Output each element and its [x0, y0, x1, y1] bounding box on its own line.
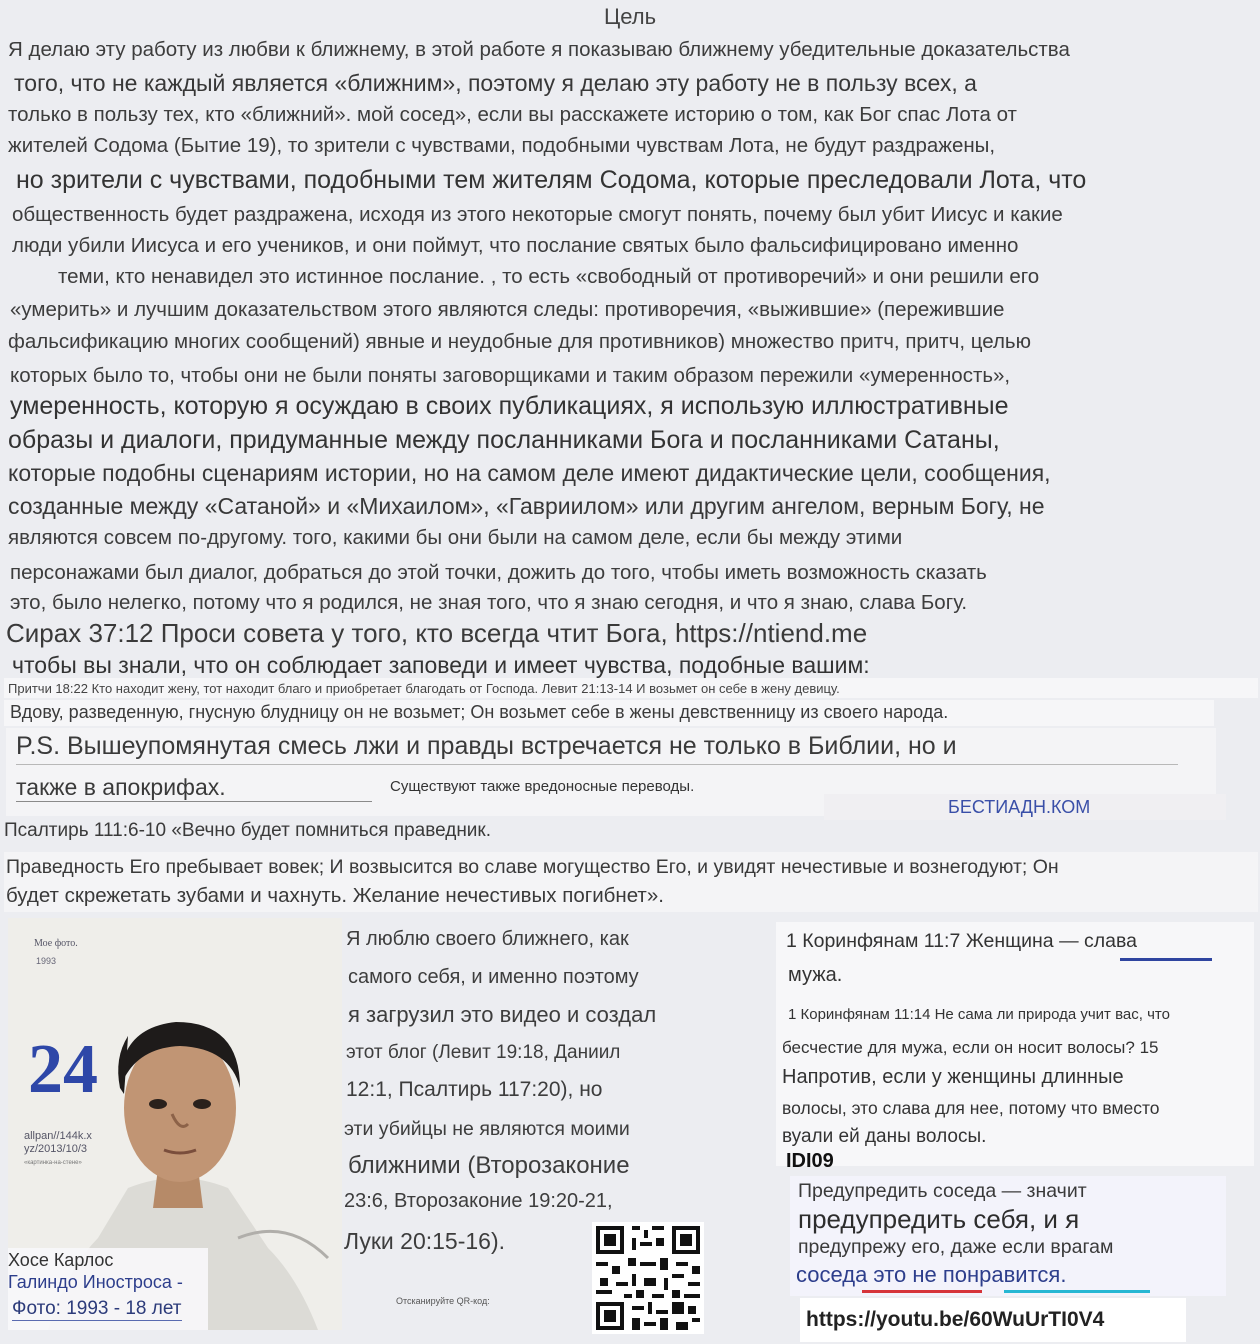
photo-caption: Мое фото.	[34, 938, 78, 949]
photo-number: 24	[28, 1031, 98, 1108]
portrait-photo	[8, 918, 342, 1330]
psalm-line: Праведность Его пребывает вовек; И возвысится во славе могущество Его, и увидят нечестивые и вознегодуют; Он	[6, 856, 1059, 878]
youtube-link[interactable]: https://youtu.be/60WuUrTI0V4	[806, 1308, 1105, 1331]
paragraph-line: теми, кто ненавидел это истинное послание. , то есть «свободный от противоречий» и они решили его	[58, 265, 1040, 288]
ps-note-line2: также в апокрифах.	[16, 774, 372, 802]
corinthians-14-verse: 1 Коринфянам 11:14 Не сама ли природа учит вас, что	[788, 1006, 1170, 1023]
code-label: IDI09	[786, 1150, 834, 1172]
person-name: Хосе Карлос	[8, 1250, 114, 1270]
sirach-quote-continued: чтобы вы знали, что он соблюдает заповеди и имеет чувства, подобные вашим:	[12, 652, 870, 678]
ps-note-line1: P.S. Вышеупомянутая смесь лжи и правды встречается не только в Библии, но и	[16, 732, 957, 760]
paragraph-line: только в пользу тех, кто «ближний». мой сосед», если вы расскажете историю о том, как Бог спас Лота от	[8, 103, 1017, 126]
paragraph-line: созданные между «Сатаной» и «Михаилом», «Гавриилом» или другим ангелом, верным Богу, не	[8, 493, 1045, 519]
cyan-underline	[1004, 1290, 1150, 1293]
corinthians-14-verse: Напротив, если у женщины длинные	[782, 1066, 1124, 1088]
neighbor-line: 12:1, Псалтирь 117:20), но	[346, 1078, 603, 1101]
photo-url-note: «картинка-на-стене»	[24, 1160, 82, 1166]
paragraph-line: которые подобны сценариям истории, но на самом деле имеют дидактические цели, сообщения,	[8, 460, 1051, 486]
paragraph-line: люди убили Иисуса и его учеников, и они поймут, что послание святых было фальсифицировано именно	[12, 234, 1019, 257]
warning-line: соседа это не понравится.	[796, 1262, 1067, 1287]
photo-url: allpan//144k.x yz/2013/10/3	[24, 1130, 92, 1155]
corinthians-verse: 1 Коринфянам 11:7 Женщина — слава	[786, 930, 1137, 952]
corinthians-verse: мужа.	[788, 964, 843, 986]
corinthians-14-verse: вуали ей даны волосы.	[782, 1126, 987, 1147]
warning-line: предупредить себя, и я	[798, 1204, 1080, 1234]
neighbor-line: ближними (Второзаконие	[348, 1152, 630, 1179]
paragraph-line: которых было то, чтобы они не были поняты заговорщиками и таким образом пережили «умеренность»,	[10, 364, 1011, 387]
paragraph-line: «умерить» и лучшим доказательством этого являются следы: противоречия, «выжившие» (пережившие	[10, 298, 1005, 321]
paragraph-line: общественность будет раздражена, исходя из этого некоторые смогут понять, почему был убит Иисус и какие	[12, 203, 1063, 226]
divider	[16, 764, 1178, 765]
neighbor-line: Я люблю своего ближнего, как	[346, 928, 629, 950]
warning-line: Предупредить соседа — значит	[798, 1180, 1087, 1202]
neighbor-line: этот блог (Левит 19:18, Даниил	[346, 1042, 621, 1063]
corinthians-14-verse: бесчестие для мужа, если он носит волосы? 15	[782, 1038, 1159, 1057]
warning-line: предупрежу его, даже если врагам	[798, 1236, 1114, 1258]
sirach-quote: Сирах 37:12 Проси совета у того, кто всегда чтит Бога, https://ntiend.me	[6, 618, 868, 648]
paragraph-line: но зрители с чувствами, подобными тем жителям Содома, которые преследовали Лота, что	[16, 166, 1087, 194]
qr-caption: Отсканируйте QR-код:	[396, 1296, 490, 1306]
qr-code-icon	[592, 1222, 704, 1334]
paragraph-line: умеренность, которую я осуждаю в своих публикациях, я использую иллюстративные	[10, 392, 1009, 420]
neighbor-line: Луки 20:15-16).	[344, 1228, 505, 1254]
photo-date: Фото: 1993 - 18 лет	[12, 1298, 182, 1319]
paragraph-line: Я делаю эту работу из любви к ближнему, в этой работе я показываю ближнему убедительные доказательства	[8, 38, 1070, 61]
highlight-underline	[1120, 958, 1212, 961]
neighbor-line: эти убийцы не являются моими	[344, 1118, 630, 1140]
paragraph-line: являются совсем по-другому. того, какими бы они были на самом деле, если бы между этими	[8, 526, 903, 549]
proverbs-verse: Притчи 18:22 Кто находит жену, тот находит благо и приобретает благодать от Господа. Левит 21:13-14 И возьмет он себе в жену девицу.	[8, 681, 840, 696]
paragraph-line: образы и диалоги, придуманные между посланниками Бога и посланниками Сатаны,	[8, 426, 1000, 454]
paragraph-line: персонажами был диалог, добраться до этой точки, дожить до того, чтобы иметь возможность сказать	[10, 561, 987, 584]
paragraph-line: жителей Содома (Бытие 19), то зрители с чувствами, подобными чувствам Лота, не будут раздражены,	[8, 134, 996, 157]
neighbor-line: 23:6, Второзаконие 19:20-21,	[344, 1190, 613, 1212]
paragraph-line: это, было нелегко, потому что я родился, не зная того, что я знаю сегодня, и что я знаю, слава Богу.	[10, 591, 968, 614]
page-title: Цель	[603, 4, 657, 29]
site-link[interactable]: БЕСТИАДН.КОМ	[948, 797, 1091, 817]
psalm-line: Псалтирь 111:6-10 «Вечно будет помниться праведник.	[4, 820, 492, 841]
leviticus-verse: Вдову, разведенную, гнусную блудницу он не возьмет; Он возьмет себе в жены девственницу из своего народа.	[10, 702, 949, 722]
psalm-line: будет скрежетать зубами и чахнуть. Желание нечестивых погибнет».	[6, 884, 664, 907]
paragraph-line: того, что не каждый является «ближним», поэтому я делаю эту работу не в пользу всех, а	[14, 70, 977, 96]
person-surname: Галиндо Иностроса -	[8, 1272, 183, 1292]
qr-code[interactable]	[592, 1222, 704, 1334]
ps-malicious-translations: Существуют также вредоносные переводы.	[390, 778, 695, 795]
neighbor-line: я загрузил это видео и создал	[348, 1002, 657, 1027]
red-underline	[862, 1290, 982, 1293]
photo-year: 1993	[36, 956, 57, 966]
corinthians-14-verse: волосы, это слава для нее, потому что вместо	[782, 1098, 1160, 1118]
paragraph-line: фальсификацию многих сообщений) явные и неудобные для противников) множество притч, притч, целью	[8, 330, 1031, 353]
neighbor-line: самого себя, и именно поэтому	[348, 966, 639, 988]
